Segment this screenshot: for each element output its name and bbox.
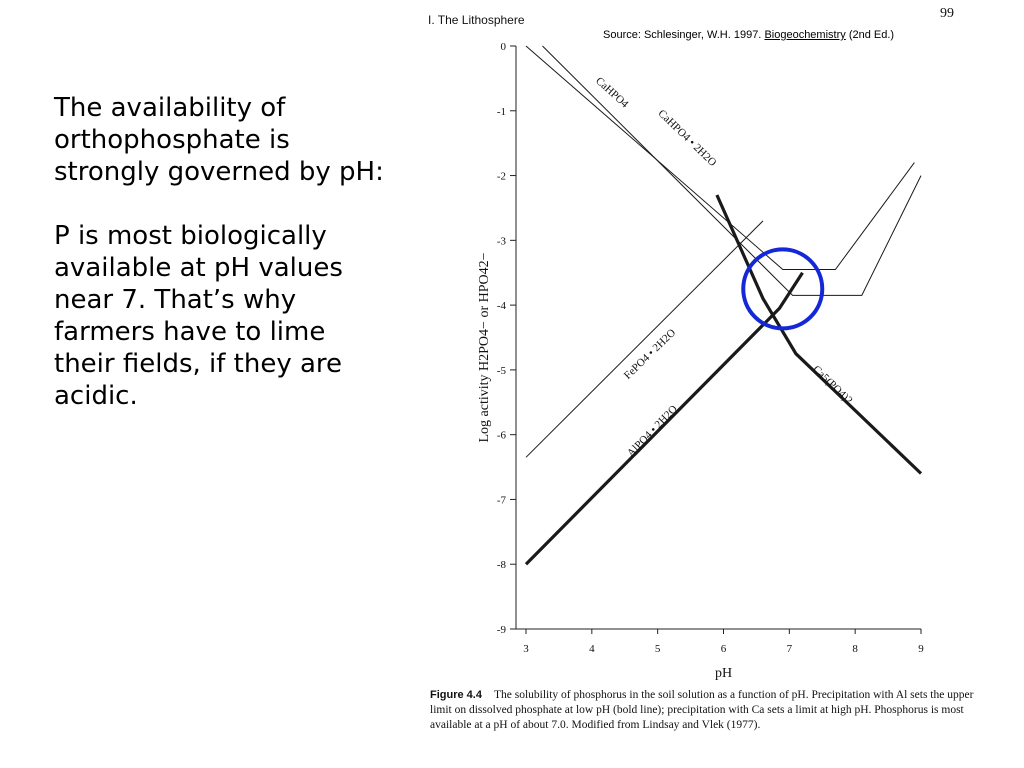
caption-label: Figure 4.4: [430, 689, 482, 701]
x-tick-label: 4: [589, 643, 595, 655]
source-book-title: Biogeochemistry: [764, 29, 846, 41]
y-tick-label: -8: [496, 559, 506, 572]
book-header: I. The Lithosphere: [428, 13, 525, 27]
series-line-fepo4-2h2o: [526, 221, 763, 460]
y-tick-label: 0: [500, 41, 506, 53]
series-label: CaHPO4 • 2H2O: [655, 107, 719, 169]
source-prefix: Source: Schlesinger, W.H. 1997.: [603, 29, 762, 41]
y-tick-label: -1: [496, 105, 506, 118]
x-tick-label: 6: [720, 643, 727, 655]
x-tick-label: 7: [786, 643, 793, 655]
chart-axes: [477, 41, 924, 681]
y-tick-label: -5: [496, 364, 506, 377]
y-axis-label: Log activity H2PO4− or HPO42−: [477, 252, 492, 443]
series-label: AlPO4 • 2H2O: [624, 403, 680, 460]
x-axis-label: pH: [714, 666, 733, 681]
series-label: Ca5(PO4)2: [810, 363, 855, 407]
series-line-cahpo4: [526, 46, 914, 270]
x-tick-label: 3: [523, 643, 529, 655]
x-tick-label: 8: [852, 643, 858, 655]
chart-series: [526, 46, 921, 564]
y-tick-label: -4: [496, 300, 506, 313]
caption-text: The solubility of phosphorus in the soil solution as a function of pH. Precipitation with Al sets the upper limit on dissolved phosphate at low pH (bold line); precipitation with Ca sets a limit at high pH. Phosphorus is most available at a pH of about 7.0. Modified from Lindsay and Vlek (1977).: [430, 689, 974, 731]
highlight-circle: [743, 249, 822, 328]
series-label: CaHPO4: [593, 74, 631, 111]
y-tick-label: -3: [496, 235, 506, 248]
y-tick-label: -6: [496, 429, 506, 442]
y-tick-label: -2: [496, 170, 506, 183]
x-tick-label: 5: [654, 643, 661, 655]
series-label: FePO4 • 2H2O: [621, 326, 679, 382]
page-number: 99: [940, 6, 954, 21]
figure-caption: [430, 688, 975, 733]
explanation-paragraph: P is most biologically available at pH values near 7. That’s why farmers have to lime their fields, if they are acidic.: [54, 221, 343, 411]
y-tick-label: -9: [496, 624, 506, 636]
x-tick-label: 9: [918, 643, 924, 655]
source-suffix: (2nd Ed.): [848, 29, 895, 41]
y-tick-label: -7: [496, 494, 506, 507]
intro-paragraph: The availability of orthophosphate is strongly governed by pH:: [54, 93, 384, 187]
chart-highlight: [743, 249, 822, 328]
